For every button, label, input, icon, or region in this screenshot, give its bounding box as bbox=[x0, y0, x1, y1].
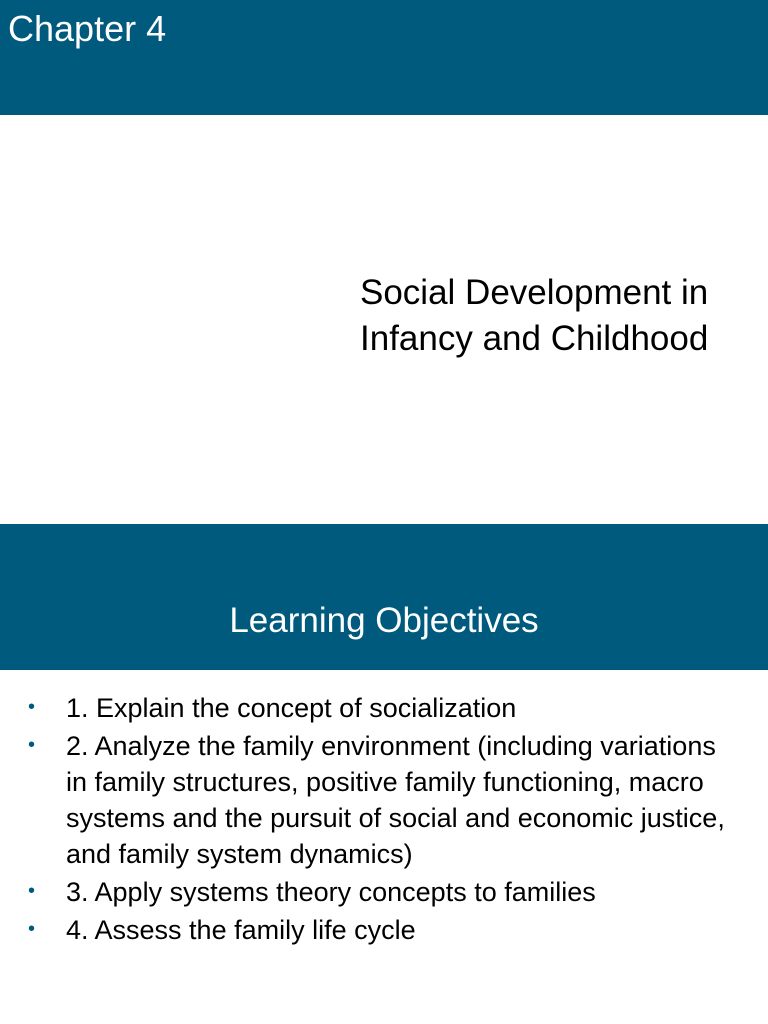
bullet-icon: • bbox=[28, 734, 36, 756]
slide-learning-objectives bbox=[0, 524, 768, 1024]
objectives-list bbox=[0, 690, 768, 950]
objective-text: 1. Explain the concept of socialization bbox=[66, 693, 517, 723]
objective-item bbox=[0, 728, 768, 872]
objective-item bbox=[0, 912, 768, 948]
slide-title: Social Development in Infancy and Childhood bbox=[360, 273, 709, 358]
bullet-icon: • bbox=[28, 696, 36, 718]
bullet-icon: • bbox=[28, 880, 36, 902]
header-bar bbox=[0, 524, 768, 670]
header-bar bbox=[0, 0, 768, 115]
objective-text: 3. Apply systems theory concepts to families bbox=[66, 877, 596, 907]
bullet-icon: • bbox=[28, 918, 36, 940]
objective-text: 4. Assess the family life cycle bbox=[66, 915, 416, 945]
objective-text: 2. Analyze the family environment (including variations in family structures, positive family functioning, macro systems and the pursuit of social and economic justice, and family system dynamics) bbox=[66, 731, 725, 869]
chapter-label: Chapter 4 bbox=[8, 8, 167, 49]
objective-item bbox=[0, 690, 768, 726]
objective-item bbox=[0, 874, 768, 910]
objectives-heading: Learning Objectives bbox=[229, 601, 539, 640]
